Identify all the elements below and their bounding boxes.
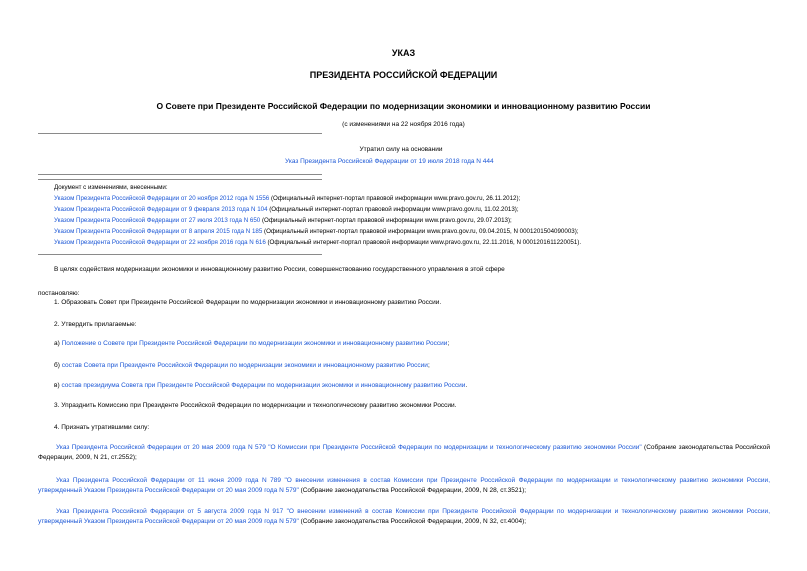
doc-type: УКАЗ xyxy=(391,48,416,58)
preamble: В целях содействия модернизации экономики и инновационному развитию России, совершенствованию государственного управления в этой сфере xyxy=(54,266,505,273)
repealed-item-1: Указ Президента Российской Федерации от 20 мая 2009 года N 579 "О Комиссии при Президенте Российской Федерации по модернизации и технологическому развитию экономики России" (Собрание законодательства Российской Федерации, 2009, N 21, ст.2552); xyxy=(38,444,770,461)
change-item: Указом Президента Российской Федерации от 20 ноября 2012 года N 1556 (Официальный интернет-портал правовой информации www.pravo.gov.ru, 26.11.2012); xyxy=(54,195,521,202)
change-link[interactable]: Указом Президента Российской Федерации от 8 апреля 2015 года N 185 xyxy=(54,228,263,235)
paragraph-2: 2. Утвердить прилагаемые: xyxy=(54,321,137,328)
change-link[interactable]: Указом Президента Российской Федерации от 22 ноября 2016 года N 616 xyxy=(54,239,266,246)
lost-force-label: Утратил силу на основании xyxy=(359,146,443,153)
repealed-link[interactable]: Указ Президента Российской Федерации от 5 августа 2009 года N 917 "О внесении изменений в состав Комиссии при Президенте Российской Федерации по модернизации и технологическому развитию экономики России, утвержденный Указом Президента Российской Федерации от 20 мая 2009 года N 579" xyxy=(38,508,770,525)
divider xyxy=(38,133,322,134)
repealed-link[interactable]: Указ Президента Российской Федерации от 20 мая 2009 года N 579 "О Комиссии при Президенте Российской Федерации по модернизации и технологическому развитию экономики России" xyxy=(56,444,642,451)
divider xyxy=(38,174,322,175)
paragraph-4: 4. Признать утратившими силу: xyxy=(54,424,150,431)
repealed-item-2: Указ Президента Российской Федерации от 11 июня 2009 года N 789 "О внесении изменения в состав Комиссии при Президенте Российской Федерации по модернизации и технологическому развитию экономики России, утвержденный Указом Президента Российской Федерации от 20 мая 2009 года N 579" (Собрание законодательства Российской Федерации, 2009, N 28, ст.3521); xyxy=(38,477,770,494)
paragraph-2a: а) Положение о Совете при Президенте Российской Федерации по модернизации экономики и инновационному развитию России; xyxy=(54,340,450,347)
paragraph-1: 1. Образовать Совет при Президенте Российской Федерации по модернизации экономики и инновационному развитию России. xyxy=(54,299,442,306)
presidium-composition-link[interactable]: состав президиума Совета при Президенте Российской Федерации по модернизации экономики и инновационному развитию России xyxy=(61,382,466,389)
paragraph-2b: б) состав Совета при Президенте Российской Федерации по модернизации экономики и инновационному развитию России; xyxy=(54,362,430,369)
edition-note: (с изменениями на 22 ноября 2016 года) xyxy=(342,121,465,128)
divider xyxy=(38,254,322,255)
council-composition-link[interactable]: состав Совета при Президенте Российской Федерации по модернизации экономики и инновационному развитию России xyxy=(61,362,428,369)
repealed-link[interactable]: Указ Президента Российской Федерации от 11 июня 2009 года N 789 "О внесении изменения в состав Комиссии при Президенте Российской Федерации по модернизации и технологическому развитию экономики России, утвержденный Указом Президента Российской Федерации от 20 мая 2009 года N 579" xyxy=(38,477,770,494)
repealed-item-3: Указ Президента Российской Федерации от 5 августа 2009 года N 917 "О внесении изменений в состав Комиссии при Президенте Российской Федерации по модернизации и технологическому развитию экономики России, утвержденный Указом Президента Российской Федерации от 20 мая 2009 года N 579" (Собрание законодательства Российской Федерации, 2009, N 32, ст.4004); xyxy=(38,508,770,525)
change-link[interactable]: Указом Президента Российской Федерации от 27 июля 2013 года N 650 xyxy=(54,217,261,224)
paragraph-2c: в) состав президиума Совета при Президенте Российской Федерации по модернизации экономики и инновационному развитию России. xyxy=(54,382,468,389)
lost-force-link[interactable]: Указ Президента Российской Федерации от 19 июля 2018 года N 444 xyxy=(285,158,494,165)
change-link[interactable]: Указом Президента Российской Федерации от 9 февраля 2013 года N 104 xyxy=(54,206,268,213)
page-title: О Совете при Президенте Российской Федерации по модернизации экономики и инновационному развитию России xyxy=(156,101,651,111)
divider xyxy=(38,179,322,180)
change-link[interactable]: Указом Президента Российской Федерации от 20 ноября 2012 года N 1556 xyxy=(54,195,270,202)
decree-word: постановляю: xyxy=(38,290,80,297)
regulation-link[interactable]: Положение о Совете при Президенте Российской Федерации по модернизации экономики и инновационному развитию России xyxy=(61,340,448,347)
paragraph-3: 3. Упразднить Комиссию при Президенте Российской Федерации по модернизации и технологическому развитию экономики России. xyxy=(54,402,457,409)
change-item: Указом Президента Российской Федерации от 8 апреля 2015 года N 185 (Официальный интернет-портал правовой информации www.pravo.gov.ru, 09.04.2015, N 0001201504090003); xyxy=(54,228,579,235)
issuer: ПРЕЗИДЕНТА РОССИЙСКОЙ ФЕДЕРАЦИИ xyxy=(309,70,498,80)
change-item: Указом Президента Российской Федерации от 27 июля 2013 года N 650 (Официальный интернет-портал правовой информации www.pravo.gov.ru, 29.07.2013); xyxy=(54,217,512,224)
change-item: Указом Президента Российской Федерации от 22 ноября 2016 года N 616 (Официальный интернет-портал правовой информации www.pravo.gov.ru, 22.11.2016, N 0001201611220051). xyxy=(54,239,582,246)
change-item: Указом Президента Российской Федерации от 9 февраля 2013 года N 104 (Официальный интернет-портал правовой информации www.pravo.gov.ru, 11.02.2013); xyxy=(54,206,519,213)
changes-intro: Документ с изменениями, внесенными: xyxy=(54,184,168,191)
